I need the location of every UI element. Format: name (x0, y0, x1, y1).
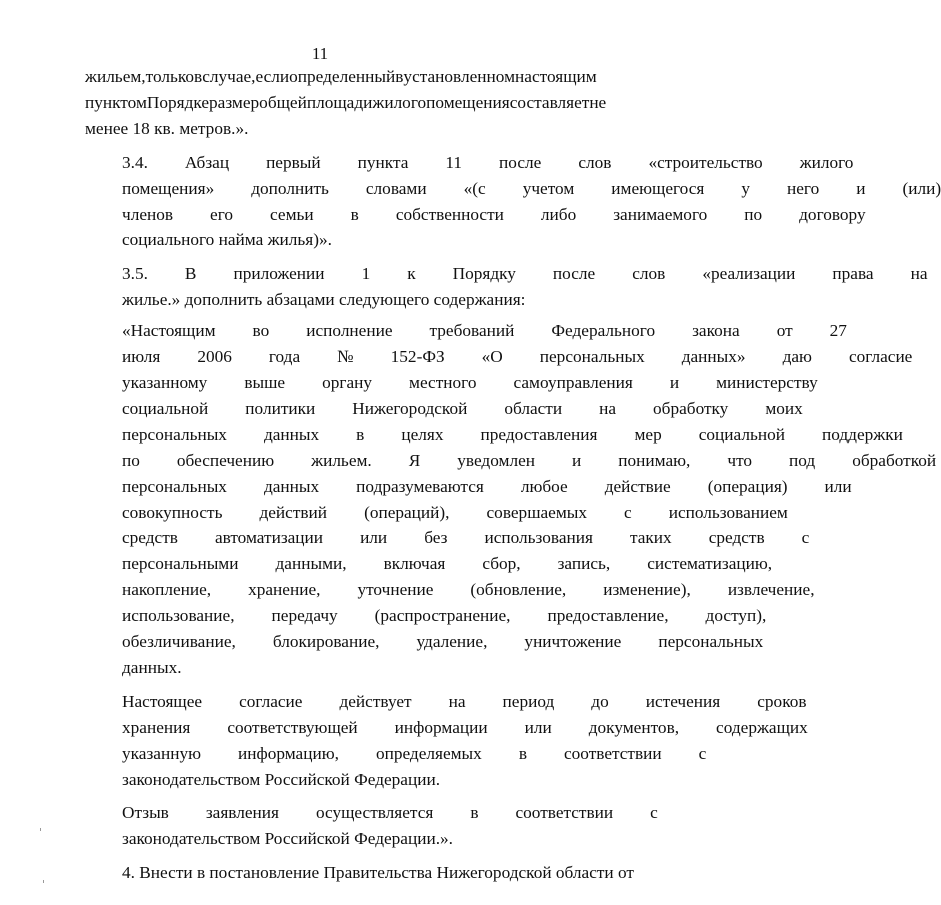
word: Я (408, 450, 421, 470)
word: удаление, (416, 632, 488, 652)
word: что (727, 450, 753, 470)
word: средств (122, 528, 178, 548)
word: 152-ФЗ (390, 347, 445, 367)
word: на (910, 264, 928, 284)
word: исполнение (306, 321, 393, 341)
word: 11 (445, 152, 463, 172)
word: персональных (658, 632, 764, 652)
word: использованием (668, 502, 788, 522)
word: учетом (522, 178, 575, 198)
text-line (85, 629, 764, 655)
document-body (85, 64, 941, 891)
word: права (832, 264, 874, 284)
word: во (252, 321, 270, 341)
word: жилого (799, 152, 854, 172)
word: июля (122, 347, 161, 367)
text-line (85, 90, 607, 116)
word: и (572, 450, 582, 470)
word: В (184, 264, 197, 284)
text-line (85, 64, 597, 90)
word: заявления (205, 803, 279, 823)
word: совершаемых (486, 502, 588, 522)
word: (обновление, (470, 580, 567, 600)
word: составляет (509, 92, 590, 112)
word: у (741, 178, 751, 198)
word: «О (481, 347, 503, 367)
word: № (337, 347, 354, 367)
word: указанную (122, 743, 201, 763)
word: определяемых (375, 743, 482, 763)
word: до (591, 691, 609, 711)
word: Порядке (146, 92, 210, 112)
text-line (85, 344, 913, 370)
word: либо (540, 204, 577, 224)
text-line (85, 150, 854, 176)
text-line: менее 18 кв. метров.». (85, 118, 249, 138)
word: не (589, 92, 607, 112)
word: обработку (653, 398, 729, 418)
word: автоматизации (214, 528, 324, 548)
paragraph-consent-text (85, 318, 937, 681)
word: пунктом (85, 92, 147, 112)
word: уничтожение (524, 632, 622, 652)
text-line (85, 689, 807, 715)
scan-artifact (40, 828, 41, 831)
word: с (624, 502, 632, 522)
word: целях (401, 424, 444, 444)
word: жилого (372, 92, 427, 112)
word: с (698, 743, 707, 763)
word: если (255, 67, 290, 86)
word: Федерального (551, 321, 656, 341)
word: на (599, 398, 617, 418)
word: (или) (902, 178, 941, 198)
word: только (145, 67, 195, 86)
word: обеспечению (176, 450, 275, 470)
word: к (407, 264, 416, 284)
word: средств (708, 528, 765, 548)
text-line (85, 715, 808, 741)
text-line (85, 261, 928, 287)
word: и (669, 372, 680, 392)
word: в (395, 67, 404, 86)
paragraph-consent-period (85, 689, 808, 793)
word: накопление, (122, 580, 212, 600)
word: под (789, 450, 816, 470)
word: систематизацию, (647, 554, 773, 574)
word: содержащих (716, 717, 808, 737)
word: «строительство (648, 152, 763, 172)
word: 1 (361, 264, 371, 284)
word: изменение), (603, 580, 691, 600)
word: занимаемого (613, 204, 708, 224)
word: выше (244, 372, 286, 392)
word: включая (383, 554, 446, 574)
text-line (85, 800, 658, 826)
word: данных (263, 424, 320, 444)
word: передачу (271, 606, 338, 626)
word: даю (782, 347, 812, 367)
word: «реализации (702, 264, 796, 284)
paragraph-3-4 (85, 150, 941, 254)
word: социальной (122, 398, 209, 418)
word: данными, (275, 554, 347, 574)
word: Настоящее (122, 691, 203, 711)
text-line: законодательством Российской Федерации.». (122, 829, 454, 849)
word: информацию, (238, 743, 339, 763)
word: слов (632, 264, 666, 284)
word: после (499, 152, 542, 172)
word: действует (339, 691, 412, 711)
word: словами (365, 178, 427, 198)
word: органу (322, 372, 373, 392)
text-line: социального найма жилья)». (122, 230, 332, 250)
word: соответствии (515, 803, 614, 823)
word: закона (692, 321, 740, 341)
word: (операция) (707, 476, 788, 496)
text-line (85, 551, 773, 577)
word: соответствующей (227, 717, 358, 737)
word: договору (799, 204, 866, 224)
text-line (85, 603, 767, 629)
word: уточнение (357, 580, 434, 600)
word: моих (765, 398, 803, 418)
word: и (856, 178, 866, 198)
word: «(с (463, 178, 486, 198)
word: 3.5. (122, 264, 148, 284)
word: извлечение, (727, 580, 815, 600)
word: период (502, 691, 555, 711)
word: года (268, 347, 301, 367)
word: жильем. (311, 450, 372, 470)
word: случае, (202, 67, 256, 86)
word: в (194, 67, 203, 86)
text-line (85, 474, 852, 500)
word: соответствии (563, 743, 662, 763)
paragraph-withdrawal (85, 800, 658, 852)
word: площади (306, 92, 373, 112)
word: политики (245, 398, 316, 418)
word: в (350, 204, 359, 224)
word: Порядку (452, 264, 516, 284)
word: установленном (403, 67, 516, 86)
word: (операций), (364, 502, 450, 522)
word: с (650, 803, 658, 823)
word: определенный (289, 67, 396, 86)
word: его (210, 204, 234, 224)
word: обработкой (852, 450, 937, 470)
page-number: 11 (311, 44, 329, 63)
word: использования (484, 528, 593, 548)
paragraph-continuation (85, 64, 607, 142)
word: имеющегося (611, 178, 705, 198)
word: совокупность (122, 502, 223, 522)
word: с (801, 528, 810, 548)
paragraph-item-4 (85, 860, 634, 886)
text-line (85, 500, 788, 526)
word: сбор, (482, 554, 521, 574)
word: любое (520, 476, 568, 496)
word: информации (394, 717, 488, 737)
text-line (85, 577, 815, 603)
word: поддержки (822, 424, 903, 444)
word: персональными (122, 554, 239, 574)
word: жильем, (85, 67, 146, 86)
word: от (776, 321, 793, 341)
text-line: жилье.» дополнить абзацами следующего содержания: (122, 290, 526, 310)
scan-artifact (43, 880, 44, 883)
word: персональных (122, 476, 227, 496)
word: осуществляется (315, 803, 434, 823)
word: настоящим (515, 67, 597, 86)
word: помещения» (122, 178, 215, 198)
word: собственности (395, 204, 504, 224)
word: персональных (122, 424, 227, 444)
word: требований (429, 321, 515, 341)
word: сроков (757, 691, 807, 711)
text-line (85, 448, 937, 474)
word: по (744, 204, 763, 224)
word: членов (122, 204, 174, 224)
word: в (356, 424, 365, 444)
word: пункта (357, 152, 409, 172)
text-line (85, 422, 903, 448)
word: действий (259, 502, 328, 522)
word: уведомлен (457, 450, 536, 470)
word: данных (263, 476, 320, 496)
text-line (85, 396, 803, 422)
word: в (518, 743, 527, 763)
word: (распространение, (374, 606, 511, 626)
word: или (360, 528, 388, 548)
word: или (824, 476, 852, 496)
word: Абзац (184, 152, 230, 172)
word: слов (578, 152, 612, 172)
word: или (524, 717, 552, 737)
word: 2006 (197, 347, 232, 367)
text-line (85, 741, 707, 767)
word: приложении (233, 264, 325, 284)
word: блокирование, (272, 632, 380, 652)
text-line (85, 318, 847, 344)
word: самоуправления (513, 372, 633, 392)
word: помещения (426, 92, 510, 112)
text-line: законодательством Российской Федерации. (122, 769, 441, 789)
word: после (552, 264, 596, 284)
word: дополнить (251, 178, 329, 198)
text-line (85, 176, 941, 202)
word: согласие (848, 347, 913, 367)
word: 27 (829, 321, 847, 341)
word: данных» (681, 347, 746, 367)
word: согласие (239, 691, 303, 711)
word: министерству (716, 372, 818, 392)
word: без (424, 528, 448, 548)
word: подразумеваются (356, 476, 484, 496)
word: семьи (270, 204, 314, 224)
word: доступ), (705, 606, 767, 626)
word: в (470, 803, 479, 823)
text-line: данных. (122, 657, 182, 677)
word: запись, (557, 554, 611, 574)
word: социальной (698, 424, 785, 444)
word: истечения (645, 691, 721, 711)
word: первый (266, 152, 321, 172)
text-line (85, 370, 818, 396)
text-line (85, 525, 810, 551)
text-line (85, 202, 866, 228)
word: общей (259, 92, 307, 112)
word: Нижегородской (352, 398, 468, 418)
word: области (504, 398, 563, 418)
word: него (787, 178, 820, 198)
paragraph-3-5 (85, 261, 928, 313)
word: местного (409, 372, 477, 392)
word: на (448, 691, 466, 711)
word: «Настоящим (122, 321, 216, 341)
word: документов, (588, 717, 680, 737)
word: хранение, (248, 580, 321, 600)
word: обезличивание, (122, 632, 236, 652)
word: Отзыв (122, 803, 169, 823)
word: указанному (122, 372, 208, 392)
word: персональных (539, 347, 645, 367)
word: предоставления (480, 424, 598, 444)
word: понимаю, (618, 450, 691, 470)
text-line: 4. Внести в постановление Правительства Нижегородской области от (122, 863, 634, 883)
word: 3.4. (122, 152, 148, 172)
word: мер (634, 424, 662, 444)
word: действие (604, 476, 671, 496)
word: предоставление, (547, 606, 669, 626)
word: использование, (122, 606, 235, 626)
word: таких (629, 528, 672, 548)
word: хранения (122, 717, 191, 737)
word: размер (209, 92, 260, 112)
word: по (122, 450, 140, 470)
